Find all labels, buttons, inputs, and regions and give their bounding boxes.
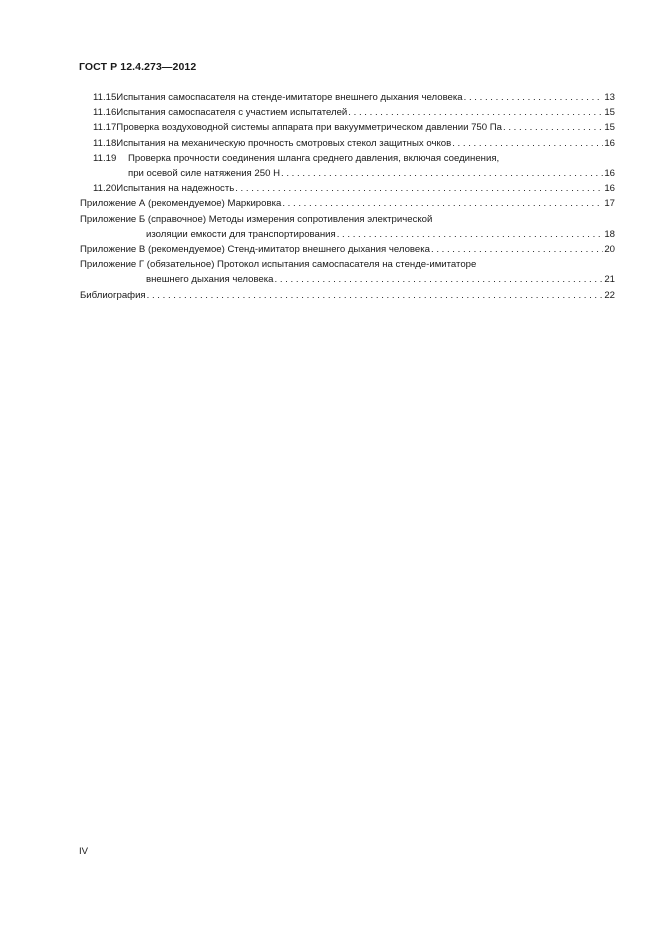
- toc-leader-dots: [348, 105, 603, 120]
- page-number: IV: [79, 846, 89, 857]
- toc-leader-dots: [464, 90, 604, 105]
- toc-appendix-title: Приложение В (рекомендуемое) Стенд-имитатор внешнего дыхания человека: [80, 244, 430, 256]
- table-of-contents: [80, 90, 615, 303]
- toc-leader-dots: [452, 136, 603, 151]
- toc-appendix-v[interactable]: [80, 242, 615, 257]
- toc-bibliography-title: Библиография: [80, 289, 146, 301]
- toc-bibliography-page: 22: [604, 289, 615, 301]
- toc-appendix-title: Приложение Б (справочное) Методы измерения сопротивления электрической: [80, 213, 433, 225]
- toc-appendix-title-continued: изоляции емкости для транспортирования: [146, 228, 336, 240]
- toc-appendix-title: Приложение Г (обязательное) Протокол испытания самоспасателя на стенде-имитаторе: [80, 259, 477, 271]
- toc-appendix-b[interactable]: [80, 212, 615, 242]
- toc-entry-11-20[interactable]: [80, 181, 615, 196]
- toc-appendix-a[interactable]: [80, 196, 615, 211]
- toc-entry-title-continued: при осевой силе натяжения 250 Н: [128, 168, 281, 180]
- toc-leader-dots: [282, 196, 603, 211]
- toc-leader-dots: [281, 166, 603, 181]
- toc-entry-number: 11.20: [93, 183, 117, 195]
- toc-entry-page: 15: [604, 107, 615, 119]
- toc-leader-dots: [275, 272, 604, 287]
- toc-appendix-title-continued: внешнего дыхания человека: [146, 274, 274, 286]
- toc-entry-number: 11.16: [93, 107, 117, 119]
- toc-entry-11-18[interactable]: [80, 136, 615, 151]
- toc-entry-title: Испытания на механическую прочность смотровых стекол защитных очков: [116, 137, 452, 149]
- toc-entry-number: 11.17: [93, 122, 117, 134]
- toc-appendix-page: 17: [604, 198, 615, 210]
- toc-entry-number: 11.18: [93, 137, 117, 149]
- toc-entry-title: Испытания самоспасателя с участием испытателей: [116, 107, 348, 119]
- toc-entry-title: Испытания самоспасателя на стенде-имитаторе внешнего дыхания человека: [116, 92, 463, 103]
- toc-entry-11-17[interactable]: [80, 120, 615, 135]
- toc-entry-page: 13: [604, 92, 615, 103]
- toc-leader-dots: [147, 288, 604, 303]
- toc-leader-dots: [503, 120, 603, 135]
- toc-appendix-title: Приложение А (рекомендуемое) Маркировка: [80, 198, 282, 210]
- toc-entry-title: Проверка воздуховодной системы аппарата при вакуумметрическом давлении 750 Па: [116, 122, 502, 134]
- toc-leader-dots: [431, 242, 603, 257]
- toc-entry-title: Проверка прочности соединения шланга среднего давления, включая соединения,: [128, 152, 500, 164]
- toc-appendix-page: 21: [604, 274, 615, 286]
- toc-appendix-g[interactable]: [80, 257, 615, 287]
- toc-appendix-page: 18: [604, 228, 615, 240]
- toc-entry-11-15[interactable]: [80, 90, 615, 105]
- toc-entry-page: 16: [604, 168, 615, 180]
- toc-leader-dots: [235, 181, 603, 196]
- toc-entry-11-19[interactable]: [80, 151, 615, 181]
- toc-entry-number: 11.19: [93, 152, 117, 164]
- toc-bibliography[interactable]: [80, 288, 615, 303]
- toc-appendix-page: 20: [604, 244, 615, 256]
- toc-entry-11-16[interactable]: [80, 105, 615, 120]
- toc-leader-dots: [337, 227, 604, 242]
- toc-entry-page: 16: [604, 137, 615, 149]
- toc-entry-title: Испытания на надежность: [116, 183, 235, 195]
- toc-entry-page: 15: [604, 122, 615, 134]
- toc-entry-page: 16: [604, 183, 615, 195]
- document-header: ГОСТ Р 12.4.273—2012: [79, 61, 197, 73]
- toc-entry-number: 11.15: [93, 92, 117, 103]
